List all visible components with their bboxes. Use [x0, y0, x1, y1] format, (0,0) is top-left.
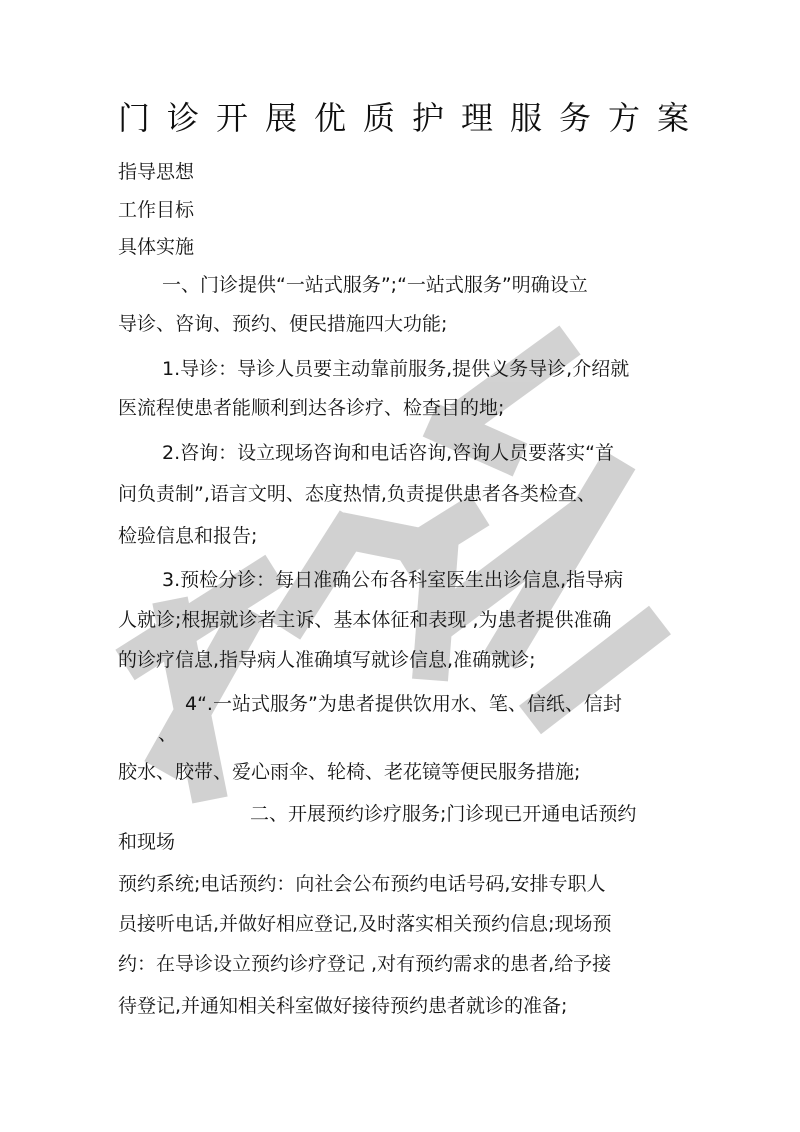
paragraph-line: 检验信息和报告; — [118, 525, 258, 547]
paragraph-line: 预约系统;电话预约：向社会公布预约电话号码,安排专职人 — [118, 873, 606, 895]
paragraph-line: 二、开展预约诊疗服务;门诊现已开通电话预约 — [250, 803, 637, 825]
paragraph-line: 一、门诊提供“一站式服务”;“一站式服务”明确设立 — [162, 274, 588, 296]
paragraph-line: 4“.一站式服务”为患者提供饮用水、笔、信纸、信封 — [185, 693, 622, 715]
paragraph-line: 2.咨询：设立现场咨询和电话咨询,咨询人员要落实“首 — [162, 442, 615, 464]
heading-work-goals: 工作目标 — [118, 199, 195, 221]
paragraph-line: 待登记,并通知相关科室做好接待预约患者就诊的准备; — [118, 995, 568, 1017]
paragraph-line: 、 — [158, 723, 178, 745]
paragraph-line: 1.导诊：导诊人员要主动靠前服务,提供义务导诊,介绍就 — [162, 358, 630, 380]
paragraph-line: 和现场 — [118, 831, 176, 853]
paragraph-line: 人就诊;根据就诊者主诉、基本体征和表现 ,为患者提供准确 — [118, 609, 612, 631]
paragraph-line: 3.预检分诊：每日准确公布各科室医生出诊信息,指导病 — [162, 569, 624, 591]
heading-guiding-ideology: 指导思想 — [118, 161, 195, 183]
paragraph-line: 医流程使患者能顺利到达各诊疗、检查目的地; — [118, 397, 505, 419]
document-title: 门诊开展优质护理服务方案 — [118, 99, 707, 137]
paragraph-line: 约：在导诊设立预约诊疗登记 ,对有预约需求的患者,给予接 — [118, 953, 612, 975]
heading-implementation: 具体实施 — [118, 236, 195, 258]
paragraph-line: 导诊、咨询、预约、便民措施四大功能; — [118, 313, 448, 335]
paragraph-line: 员接听电话,并做好相应登记,及时落实相关预约信息;现场预 — [118, 913, 612, 935]
paragraph-line: 问负责制”,语言文明、态度热情,负责提供患者各类检查、 — [118, 483, 596, 505]
paragraph-line: 的诊疗信息,指导病人准确填写就诊信息,准确就诊; — [118, 649, 536, 671]
paragraph-line: 胶水、胶带、爱心雨伞、轮椅、老花镜等便民服务措施; — [118, 761, 581, 783]
